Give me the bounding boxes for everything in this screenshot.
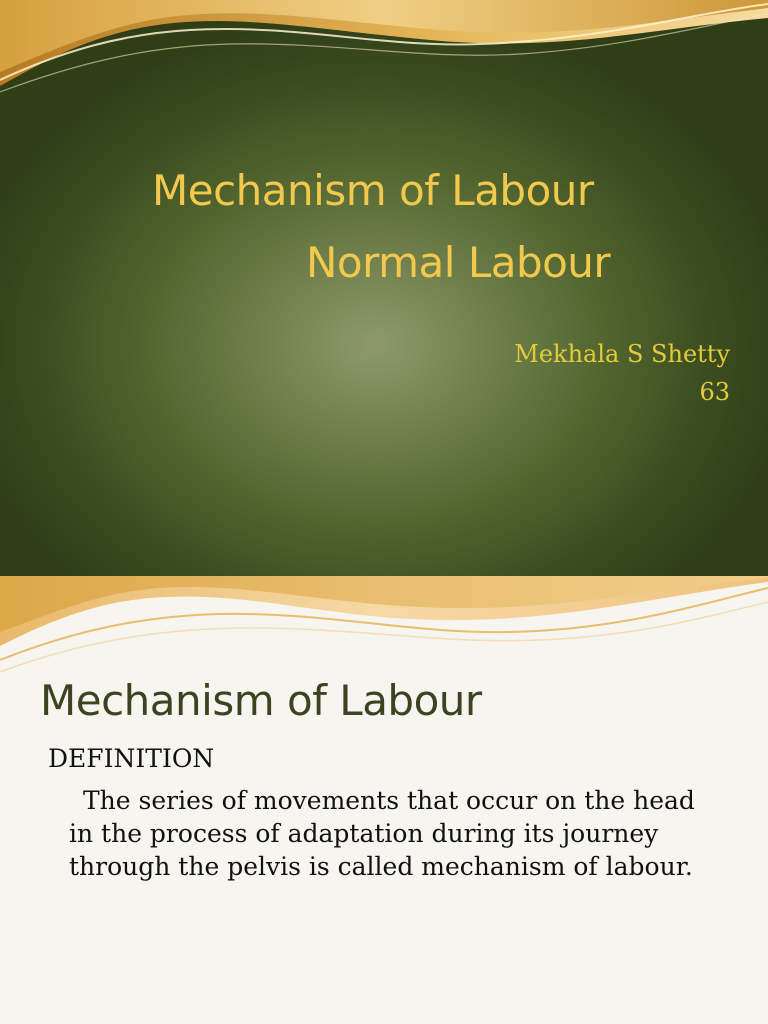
slide-title-line1: Mechanism of Labour <box>152 166 594 215</box>
roll-number: 63 <box>699 378 730 406</box>
decorative-wave-header <box>0 0 768 110</box>
definition-label: DEFINITION <box>48 744 215 773</box>
slide-heading: Mechanism of Labour <box>40 676 482 725</box>
slide-title-line2: Normal Labour <box>306 238 611 287</box>
definition-slide <box>0 576 768 1024</box>
definition-text: The series of movements that occur on the head in the process of adaptation during its journey through the pelvis is called mechanism of labour. <box>69 786 695 881</box>
presenter-name: Mekhala S Shetty <box>514 340 730 368</box>
decorative-wave-header <box>0 576 768 676</box>
